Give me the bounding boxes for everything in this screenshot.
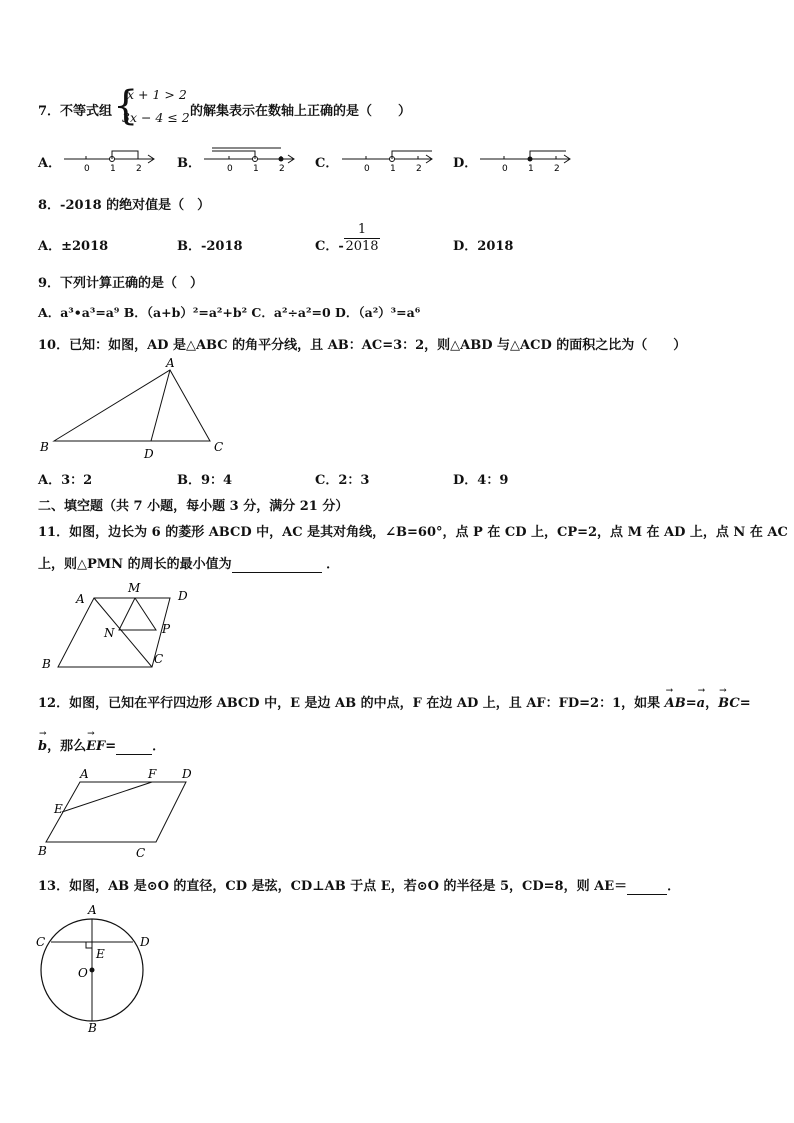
- q12-answer-blank[interactable]: [116, 739, 152, 755]
- q7-option-c-label: C．: [315, 156, 339, 171]
- label-E: E: [54, 802, 63, 816]
- q11-line-2: [38, 553, 339, 573]
- q10-stem: 10．已知：如图，AD 是△ABC 的角平分线，且 AB：AC=3：2，则△ABD 与△ACD 的面积之比为（ ）: [38, 338, 687, 353]
- q12-line-1-text: 12．如图，已知在平行四边形 ABCD 中，E 是边 AB 的中点，F 在边 AD 上，且 AF：FD=2：1，如果: [38, 696, 661, 711]
- label-P: P: [162, 622, 171, 636]
- vector-a: → a: [697, 696, 705, 711]
- q11-line-1: 11．如图，边长为 6 的菱形 ABCD 中，AC 是其对角线，∠B=60°，点 P 在 CD 上，CP=2，点 M 在 AD 上，点 N 在 AC: [38, 525, 788, 540]
- label-B: B: [42, 657, 51, 671]
- q8-option-a: A．±2018: [38, 239, 109, 254]
- tick-1: 1: [253, 164, 259, 174]
- fraction-denominator: 2018: [345, 239, 379, 254]
- q11-answer-blank[interactable]: [232, 557, 322, 573]
- vector-b: → b: [38, 739, 47, 754]
- q13-stem: 13．如图，AB 是⊙O 的直径，CD 是弦，CD⊥AB 于点 E，若⊙O 的半径是 5，CD=8，则 AE＝: [38, 879, 628, 894]
- vector-ab: → AB: [665, 696, 686, 711]
- q7-number-line-a: [64, 145, 159, 175]
- q8-option-b: B．-2018: [177, 239, 243, 254]
- q13-answer-blank[interactable]: [627, 879, 667, 895]
- tick-0: 0: [84, 164, 90, 174]
- q10-triangle-figure: [36, 355, 226, 465]
- q12-line-2: [38, 735, 165, 755]
- q12-end: ．: [152, 739, 166, 754]
- system-brace: {: [113, 83, 139, 129]
- tick-1: 1: [528, 164, 534, 174]
- q9-options: A．a³•a³=a⁹ B．（a+b）²=a²+b² C．a²÷a²=0 D．（a²）³=a⁶: [38, 305, 421, 320]
- q13-end: ．: [667, 879, 681, 894]
- q7-option-b-label: B．: [177, 156, 201, 171]
- label-F: F: [148, 767, 157, 781]
- section-2-heading: 二、填空题（共 7 小题，每小题 3 分，满分 21 分）: [38, 499, 349, 514]
- vector-ef: → EF: [86, 739, 105, 754]
- tick-2: 2: [136, 164, 142, 174]
- label-D: D: [144, 447, 154, 461]
- q7-number-line-c: [342, 145, 437, 175]
- q12-eq-2: =: [739, 696, 751, 711]
- label-D: D: [178, 589, 188, 603]
- q7-number-line-b: [204, 145, 299, 175]
- q11-line-2-end: ．: [326, 557, 340, 572]
- q13-line: [38, 875, 680, 895]
- q11-rhombus-figure: [38, 583, 198, 673]
- tick-2: 2: [554, 164, 560, 174]
- q12-parallelogram-figure: [36, 765, 201, 860]
- label-C: C: [136, 846, 146, 860]
- label-A: A: [166, 356, 175, 370]
- label-M: M: [128, 583, 141, 595]
- q7-suffix: 的解集表示在数轴上正确的是（ ）: [190, 104, 412, 119]
- q12-eq-1: =: [685, 696, 697, 711]
- vector-bc: → BC: [718, 696, 740, 711]
- tick-0: 0: [364, 164, 370, 174]
- q7-option-a-label: A．: [38, 156, 62, 171]
- q13-circle-figure: [30, 900, 165, 1035]
- q12-comma: ，: [705, 696, 719, 711]
- fraction-numerator: 1: [357, 222, 367, 237]
- q10-option-a: A．3：2: [38, 473, 93, 488]
- label-D: D: [140, 935, 150, 949]
- tick-2: 2: [279, 164, 285, 174]
- tick-1: 1: [390, 164, 396, 174]
- label-C: C: [154, 652, 164, 666]
- q12-line-1: [38, 692, 751, 711]
- q10-option-b: B．9：4: [177, 473, 233, 488]
- label-B: B: [88, 1021, 97, 1035]
- label-B: B: [40, 440, 49, 454]
- q10-option-c: C．2：3: [315, 473, 370, 488]
- q10-option-d: D．4：9: [453, 473, 509, 488]
- q12-then: ，那么: [47, 739, 87, 754]
- label-O: O: [78, 966, 88, 980]
- label-D: D: [182, 767, 192, 781]
- tick-0: 0: [502, 164, 508, 174]
- q11-line-2-text: 上，则△PMN 的周长的最小值为: [38, 557, 232, 572]
- q8-option-c-fraction: [344, 222, 380, 254]
- q12-eq-3: =: [105, 739, 117, 754]
- label-A: A: [76, 592, 85, 606]
- label-E: E: [96, 947, 105, 961]
- tick-0: 0: [227, 164, 233, 174]
- label-B: B: [38, 844, 47, 858]
- q9-stem: 9．下列计算正确的是（ ）: [38, 276, 204, 291]
- q8-option-c-label: C．-: [315, 239, 344, 254]
- tick-1: 1: [110, 164, 116, 174]
- label-C: C: [214, 440, 224, 454]
- q7-inequality-1: x + 1 > 2: [127, 87, 187, 102]
- q8-stem: 8．-2018 的绝对值是（ ）: [38, 198, 211, 213]
- label-A: A: [80, 767, 89, 781]
- label-N: N: [104, 626, 115, 640]
- q8-option-d: D．2018: [453, 239, 514, 254]
- q7-option-d-label: D．: [453, 156, 478, 171]
- label-A: A: [88, 903, 97, 917]
- q7-prefix: 7．不等式组: [38, 104, 113, 119]
- tick-2: 2: [416, 164, 422, 174]
- q7-inequality-2: 3x − 4 ≤ 2: [122, 110, 190, 125]
- label-C: C: [36, 935, 46, 949]
- q7-number-line-d: [480, 145, 575, 175]
